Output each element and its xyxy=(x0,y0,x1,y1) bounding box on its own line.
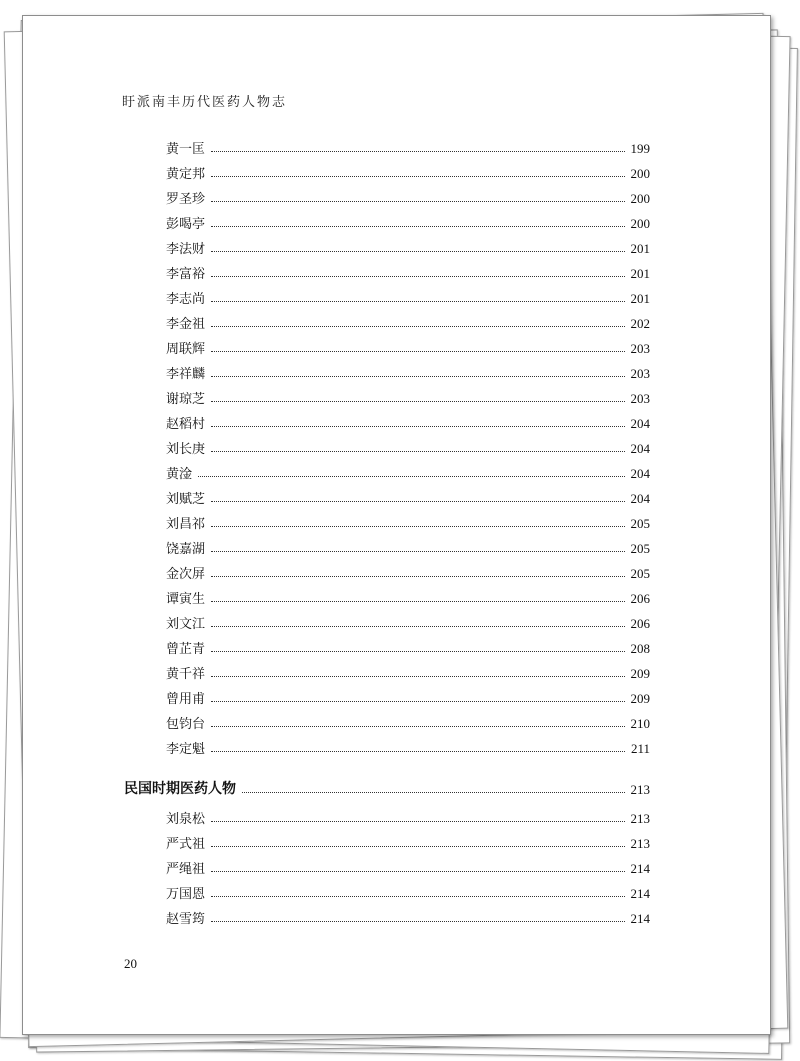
entry-name: 万国恩 xyxy=(166,887,206,902)
toc-entry xyxy=(166,435,650,457)
dot-leader xyxy=(211,250,624,252)
toc-entry xyxy=(166,905,650,927)
toc-entry xyxy=(166,635,650,657)
dot-leader xyxy=(242,791,625,793)
entry-name: 严式祖 xyxy=(166,837,206,852)
dot-leader xyxy=(211,675,624,677)
entry-name: 黄千祥 xyxy=(166,667,206,682)
entry-page-number: 199 xyxy=(630,141,650,156)
dot-leader xyxy=(211,400,624,402)
dot-leader xyxy=(211,920,624,922)
entry-name: 刘长庚 xyxy=(166,442,206,457)
toc-entry xyxy=(166,485,650,507)
entry-page-number: 201 xyxy=(630,241,650,256)
toc-entry xyxy=(166,735,650,757)
entry-name: 赵稻村 xyxy=(166,417,206,432)
dot-leader xyxy=(211,870,624,872)
entry-page-number: 209 xyxy=(630,666,650,681)
dot-leader xyxy=(211,845,624,847)
dot-leader xyxy=(211,820,624,822)
dot-leader xyxy=(198,475,624,477)
toc-entry xyxy=(166,410,650,432)
dot-leader xyxy=(211,550,624,552)
entry-name: 罗圣珍 xyxy=(166,192,206,207)
entry-page-number: 206 xyxy=(630,616,650,631)
entry-name: 民国时期医药人物 xyxy=(124,781,236,797)
entry-page-number: 214 xyxy=(630,911,650,926)
toc-entry xyxy=(166,535,650,557)
entry-name: 周联辉 xyxy=(166,342,206,357)
entry-page-number: 204 xyxy=(630,416,650,431)
toc-entry xyxy=(166,185,650,207)
book-page xyxy=(22,15,771,1035)
table-of-contents xyxy=(23,16,770,1034)
entry-name: 刘赋芝 xyxy=(166,492,206,507)
entry-page-number: 208 xyxy=(630,641,650,656)
entry-page-number: 200 xyxy=(630,166,650,181)
entry-name: 包钧台 xyxy=(166,717,206,732)
entry-page-number: 200 xyxy=(630,216,650,231)
dot-leader xyxy=(211,700,624,702)
entry-page-number: 209 xyxy=(630,691,650,706)
dot-leader xyxy=(211,650,624,652)
entry-page-number: 203 xyxy=(630,391,650,406)
toc-entry xyxy=(166,585,650,607)
entry-page-number: 204 xyxy=(630,441,650,456)
entry-page-number: 205 xyxy=(630,541,650,556)
entry-page-number: 203 xyxy=(630,366,650,381)
entry-page-number: 202 xyxy=(630,316,650,331)
toc-entry xyxy=(166,710,650,732)
toc-entry xyxy=(166,385,650,407)
toc-entry xyxy=(166,880,650,902)
entry-page-number: 205 xyxy=(630,566,650,581)
entry-name: 李志尚 xyxy=(166,292,206,307)
dot-leader xyxy=(211,575,624,577)
dot-leader xyxy=(211,225,624,227)
entry-name: 李金祖 xyxy=(166,317,206,332)
entry-name: 刘泉松 xyxy=(166,812,206,827)
entry-name: 谢琼芝 xyxy=(166,392,206,407)
dot-leader xyxy=(211,750,625,752)
entry-page-number: 211 xyxy=(630,741,650,756)
dot-leader xyxy=(211,150,624,152)
entry-name: 刘文江 xyxy=(166,617,206,632)
dot-leader xyxy=(211,375,624,377)
entry-name: 曾用甫 xyxy=(166,692,206,707)
toc-section-heading xyxy=(124,776,650,798)
dot-leader xyxy=(211,500,624,502)
entry-name: 曾芷青 xyxy=(166,642,206,657)
toc-entry xyxy=(166,805,650,827)
entry-name: 谭寅生 xyxy=(166,592,206,607)
toc-entry xyxy=(166,360,650,382)
toc-entry xyxy=(166,610,650,632)
dot-leader xyxy=(211,425,624,427)
dot-leader xyxy=(211,725,624,727)
running-head: 盱派南丰历代医药人物志 xyxy=(122,95,288,110)
entry-page-number: 206 xyxy=(630,591,650,606)
entry-name: 李祥麟 xyxy=(166,367,206,382)
entry-page-number: 201 xyxy=(630,291,650,306)
dot-leader xyxy=(211,300,624,302)
dot-leader xyxy=(211,895,624,897)
entry-name: 彭喝亭 xyxy=(166,217,206,232)
toc-entry xyxy=(166,510,650,532)
dot-leader xyxy=(211,175,624,177)
toc-entry xyxy=(166,460,650,482)
entry-page-number: 210 xyxy=(630,716,650,731)
entry-name: 李富裕 xyxy=(166,267,206,282)
toc-entry xyxy=(166,285,650,307)
entry-page-number: 205 xyxy=(630,516,650,531)
toc-entry xyxy=(166,210,650,232)
entry-name: 刘昌祁 xyxy=(166,517,206,532)
dot-leader xyxy=(211,525,624,527)
entry-page-number: 200 xyxy=(630,191,650,206)
dot-leader xyxy=(211,325,624,327)
entry-name: 李定魁 xyxy=(166,742,206,757)
toc-entry xyxy=(166,260,650,282)
dot-leader xyxy=(211,350,624,352)
toc-entry xyxy=(166,335,650,357)
entry-name: 严绳祖 xyxy=(166,862,206,877)
dot-leader xyxy=(211,275,624,277)
toc-entry xyxy=(166,560,650,582)
toc-entry xyxy=(166,310,650,332)
dot-leader xyxy=(211,600,624,602)
entry-name: 李法财 xyxy=(166,242,206,257)
entry-page-number: 214 xyxy=(630,861,650,876)
toc-entry xyxy=(166,830,650,852)
toc-entry xyxy=(166,685,650,707)
entry-name: 黄淦 xyxy=(166,467,193,482)
dot-leader xyxy=(211,200,624,202)
entry-page-number: 213 xyxy=(630,811,650,826)
entry-page-number: 204 xyxy=(630,466,650,481)
entry-page-number: 203 xyxy=(630,341,650,356)
entry-page-number: 213 xyxy=(630,836,650,851)
entry-page-number: 204 xyxy=(630,491,650,506)
entry-name: 黄定邦 xyxy=(166,167,206,182)
entry-page-number: 201 xyxy=(630,266,650,281)
toc-entry xyxy=(166,855,650,877)
toc-entry xyxy=(166,235,650,257)
entry-page-number: 214 xyxy=(630,886,650,901)
entry-name: 金次屏 xyxy=(166,567,206,582)
entry-name: 黄一匡 xyxy=(166,142,206,157)
dot-leader xyxy=(211,625,624,627)
entry-page-number: 213 xyxy=(630,782,650,797)
entry-name: 饶嘉湖 xyxy=(166,542,206,557)
dot-leader xyxy=(211,450,624,452)
toc-entry xyxy=(166,660,650,682)
toc-entry xyxy=(166,135,650,157)
toc-entry xyxy=(166,160,650,182)
entry-name: 赵雪筠 xyxy=(166,912,206,927)
page-number: 20 xyxy=(124,956,137,971)
